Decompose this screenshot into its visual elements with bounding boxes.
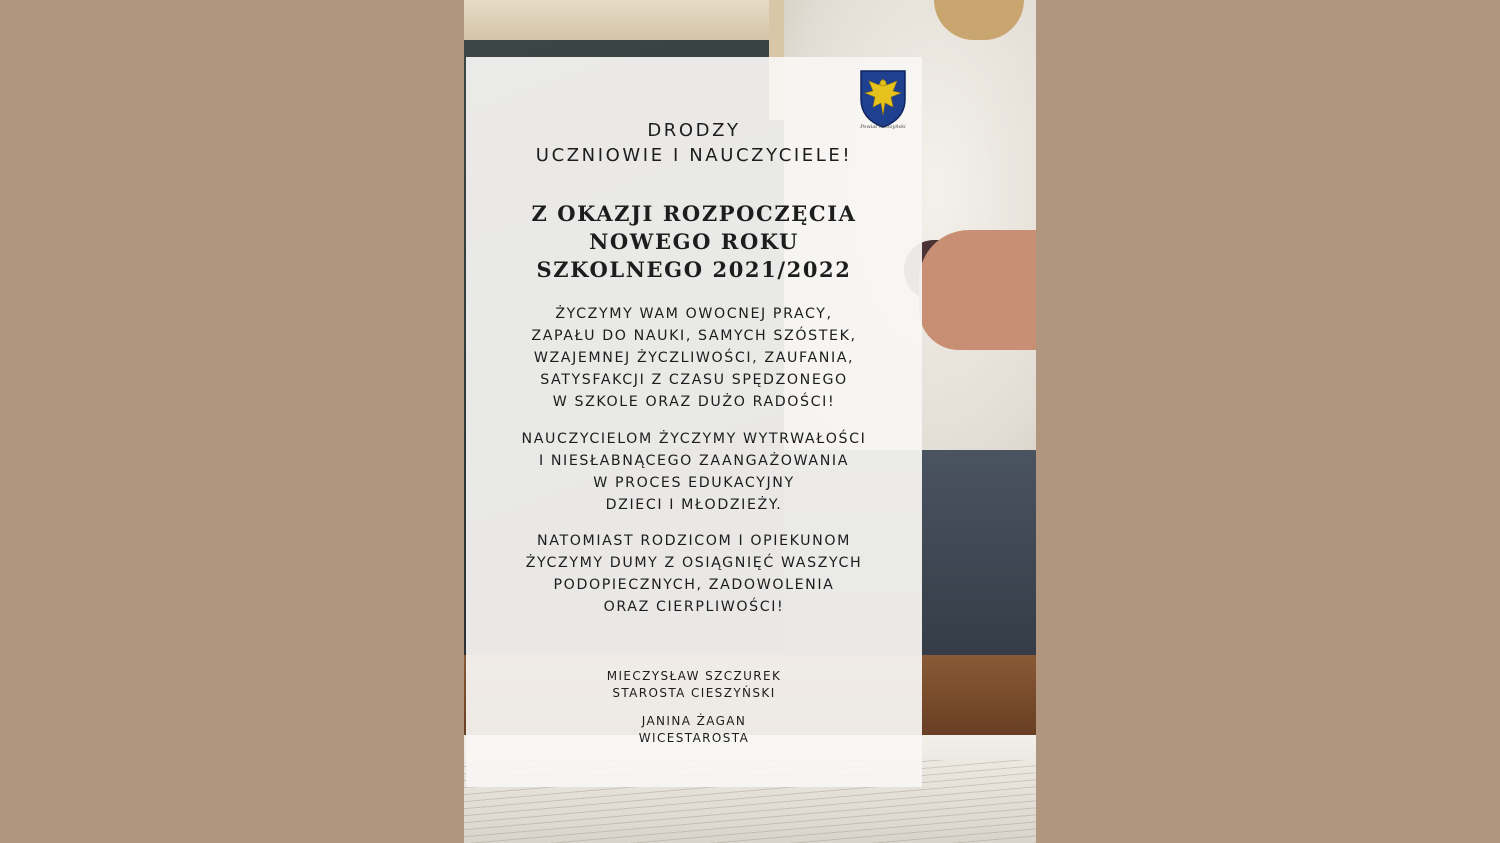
chalkboard-frame [464,0,784,40]
wishes-parents-paragraph: NATOMIAST RODZICOM I OPIEKUNOM ŻYCZYMY DUMY Z OSIĄGNIĘĆ WASZYCH PODOPIECZNYCH, ZADOWOLENIA ORAZ CIERPLIWOŚCI! [525,533,863,615]
wishes-students-paragraph: ŻYCZYMY WAM OWOCNEJ PRACY, ZAPAŁU DO NAUKI, SAMYCH SZÓSTEK, WZAJEMNEJ ŻYCZLIWOŚCI, ZAUFANIA, SATYSFAKCJI Z CZASU SPĘDZONEGO W SZKOLE ORAZ DUŻO RADOŚCI! [531,306,857,410]
wishes-teachers-paragraph: NAUCZYCIELOM ŻYCZYMY WYTRWAŁOŚCI I NIESŁABNĄCEGO ZAANGAŻOWANIA W PROCES EDUKACYJNY DZIECI I MŁODZIEŻY. [521,431,867,513]
crest-caption: Powiat Cieszyński [860,124,906,130]
teacher-arm [919,230,1036,350]
greeting-text: DRODZY UCZNIOWIE I NAUCZYCIELE! [535,120,853,166]
signature-wicestarosta: JANINA ŻAGAN WICESTAROSTA [638,714,750,745]
signature-starosta: MIECZYSŁAW SZCZUREK STAROSTA CIESZYŃSKI [606,669,782,700]
headline-text: Z OKAZJI ROZPOCZĘCIA NOWEGO ROKU SZKOLNEGO 2021/2022 [531,201,857,282]
